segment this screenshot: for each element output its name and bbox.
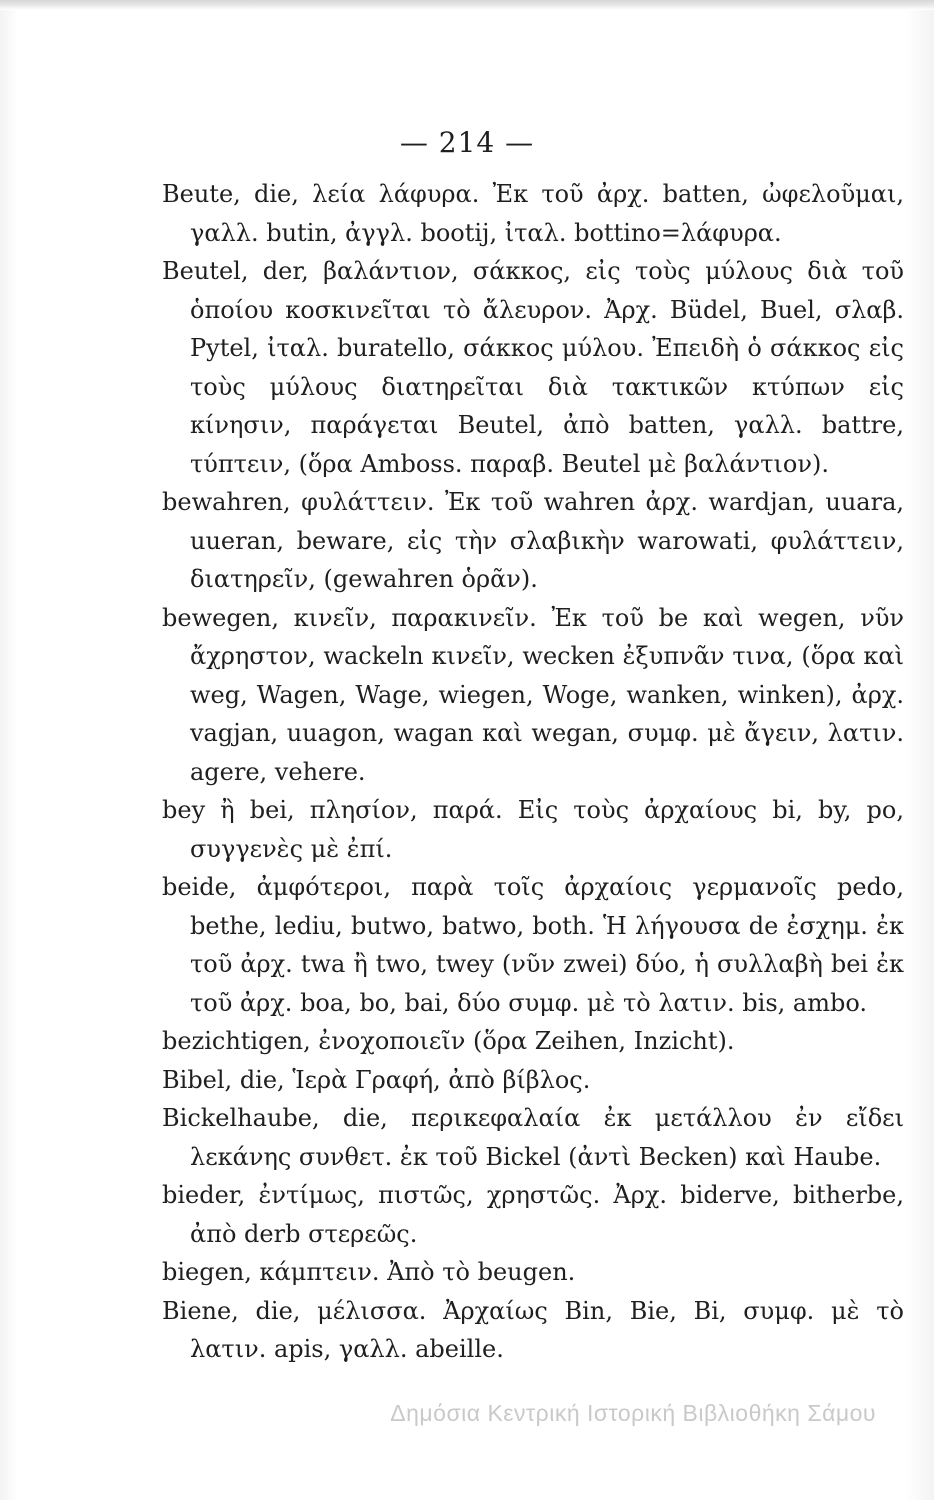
page-number: — 214 — — [399, 126, 535, 159]
entry-bezichtigen: bezichtigen, ἐνοχοποιεῖν (ὅρα Zeihen, Inzicht). — [162, 1027, 735, 1055]
dictionary-entries — [162, 175, 904, 1369]
entry-bickelhaube: Bickelhaube, die, περικεφαλαία ἐκ μετάλλου ἐν εἴδει λεκάνης συνθετ. ἐκ τοῦ Bickel (ἀντὶ Becken) καὶ Haube. — [162, 1104, 904, 1171]
entry-biegen: biegen, κάμπτειν. Ἀπὸ τὸ beugen. — [162, 1258, 576, 1286]
entry-beide: beide, ἀμφότεροι, παρὰ τοῖς ἀρχαίοις γερμανοῖς pedo, bethe, lediu, butwo, batwo, both. Ἡ λήγουσα de ἐσχημ. ἐκ τοῦ ἀρχ. twa ἢ two, twey (νῦν zwei) δύο, ἡ συλλαβὴ bei ἐκ τοῦ ἀρχ. boa, bo, bai, δύο συμφ. μὲ τὸ λατιν. bis, ambo. — [162, 873, 904, 1017]
entry-bieder: bieder, ἐντίμως, πιστῶς, χρηστῶς. Ἀρχ. biderve, bitherbe, ἀπὸ derb στερεῶς. — [162, 1181, 904, 1248]
page-top-edge — [0, 0, 934, 10]
entry-beute: Beute, die, λεία λάφυρα. Ἐκ τοῦ ἀρχ. batten, ὠφελοῦμαι, γαλλ. butin, ἀγγλ. bootij, ἰταλ. bottino=λάφυρα. — [162, 180, 904, 247]
entry-beutel: Beutel, der, βαλάντιον, σάκκος, εἰς τοὺς μύλους διὰ τοῦ ὁποίου κοσκινεῖται τὸ ἄλευρον. Ἀρχ. Büdel, Buel, σλαβ. Pytel, ἰταλ. buratello, σάκκος μύλου. Ἐπειδὴ ὁ σάκκος εἰς τοὺς μύλους διατηρεῖται διὰ τακτικῶν κτύπων εἰς κίνησιν, παράγεται Beutel, ἀπὸ batten, γαλλ. battre, τύπτειν, (ὅρα Amboss. παραβ. Beutel μὲ βαλάντιον). — [162, 257, 904, 478]
library-watermark: Δημόσια Κεντρική Ιστορική Βιβλιοθήκη Σάμου — [390, 1400, 876, 1426]
entry-bibel: Bibel, die, Ἱερὰ Γραφή, ἀπὸ βίβλος. — [162, 1065, 591, 1094]
entry-bewahren: bewahren, φυλάττειν. Ἐκ τοῦ wahren ἀρχ. wardjan, uuara, uueran, beware, εἰς τὴν σλαβικὴν warowati, φυλάττειν, διατηρεῖν, (gewahren ὁρᾶν). — [162, 488, 904, 593]
entry-bey: bey ἢ bei, πλησίον, παρά. Εἰς τοὺς ἀρχαίους bi, by, po, συγγενὲς μὲ ἐπί. — [162, 796, 904, 863]
entry-biene: Biene, die, μέλισσα. Ἀρχαίως Bin, Bie, Bi, συμφ. μὲ τὸ λατιν. apis, γαλλ. abeille. — [162, 1296, 904, 1363]
entry-bewegen: bewegen, κινεῖν, παρακινεῖν. Ἐκ τοῦ be καὶ wegen, νῦν ἄχρηστον, wackeln κινεῖν, wecken ἐξυπνᾶν τινα, (ὅρα καὶ weg, Wagen, Wage, wiegen, Woge, wanken, winken), ἀρχ. vagjan, uuagon, wagan καὶ wegan, συμφ. μὲ ἄγειν, λατιν. agere, vehere. — [162, 603, 904, 786]
